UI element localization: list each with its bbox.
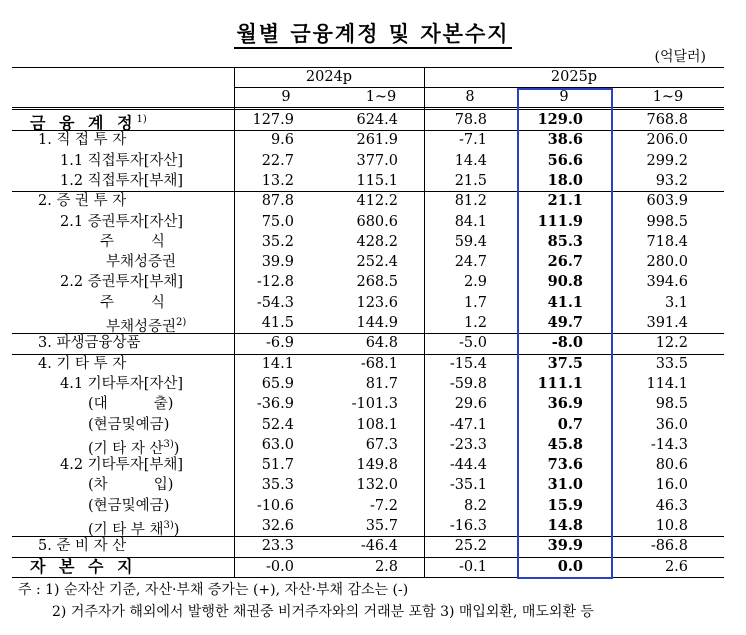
table-rule	[12, 577, 724, 578]
row-label-text: 자 본 수 지	[30, 556, 137, 576]
row-value: 22.7	[261, 152, 294, 169]
row-value: 81.7	[365, 375, 398, 392]
row-value: -16.3	[449, 518, 487, 534]
row-label	[38, 354, 126, 374]
row-value: 108.1	[356, 416, 398, 433]
row-label-text: 부채성증권	[106, 318, 177, 335]
table-col-rule	[424, 67, 425, 577]
header-year-2024: 2024p	[305, 69, 353, 85]
row-value: 206.0	[646, 132, 688, 149]
row-value: 15.9	[547, 496, 583, 514]
row-label-text: 3. 파생금융상품	[38, 335, 141, 352]
row-value: -47.1	[449, 416, 487, 433]
row-value: 3.1	[664, 294, 688, 311]
footnotes	[0, 579, 746, 623]
row-value: 680.6	[356, 213, 398, 230]
row-value: 13.2	[261, 172, 294, 189]
row-value: -23.3	[449, 436, 487, 453]
row-value: 2.8	[374, 558, 398, 575]
row-value: 268.5	[356, 274, 398, 291]
row-label-text: 4. 기 타 투 자	[38, 355, 127, 372]
row-label	[88, 415, 169, 435]
row-value: -0.1	[459, 558, 487, 575]
row-label-text: 1.1 직접투자[자산]	[60, 152, 184, 169]
row-value: 31.0	[547, 476, 583, 494]
row-value: 73.6	[547, 456, 583, 474]
row-value: 21.1	[547, 192, 583, 210]
row-value: 603.9	[646, 193, 688, 210]
row-value: 149.8	[356, 457, 398, 474]
row-label-text: 부채성증권	[106, 254, 177, 271]
footnote-line-2: 2) 거주자가 해외에서 발행한 채권중 비거주자와의 거래분 포함 3) 매입외환, 매도외환 등	[52, 604, 594, 620]
row-value: -36.9	[256, 396, 294, 413]
row-value: 59.4	[454, 233, 487, 250]
row-label	[88, 394, 173, 414]
row-value: 1.2	[463, 315, 487, 331]
row-value: 25.2	[454, 538, 487, 555]
footnote-ref: 3)	[163, 438, 174, 450]
row-value: 2.6	[664, 558, 688, 575]
row-value: 21.5	[454, 172, 487, 189]
row-value: 65.9	[261, 375, 294, 392]
row-value: -14.3	[650, 436, 688, 453]
row-value: 56.6	[547, 151, 583, 169]
row-value: -12.8	[256, 274, 294, 291]
page-title: 월별 금융계정 및 자본수지	[0, 18, 746, 48]
row-value: 129.0	[537, 111, 583, 128]
row-value: 111.9	[537, 212, 583, 230]
row-value: 8.2	[463, 497, 487, 514]
row-label-text: 5. 준 비 자 산	[38, 538, 127, 555]
header-col-0: 9	[281, 89, 291, 105]
row-label	[60, 272, 183, 292]
row-value: 41.5	[261, 315, 294, 331]
row-value: 39.9	[547, 537, 583, 555]
row-label	[88, 496, 169, 516]
row-label-close: )	[173, 440, 180, 457]
row-value: 1.7	[463, 294, 487, 311]
row-label	[30, 557, 137, 577]
row-label	[60, 212, 183, 232]
row-label	[38, 536, 126, 556]
header-col-2: 8	[465, 89, 475, 105]
row-label-text: (차 입)	[88, 477, 174, 494]
row-value: 24.7	[454, 254, 487, 271]
row-value: 85.3	[547, 232, 583, 250]
row-value: 41.1	[547, 293, 583, 311]
row-label-text: 4.2 기타투자[부채]	[60, 457, 184, 474]
row-value: 252.4	[356, 254, 398, 271]
highlight-box-2025-sep	[517, 88, 613, 579]
row-label-text: 4.1 기타투자[자산]	[60, 375, 184, 392]
row-value: 114.1	[646, 375, 688, 392]
row-value: 52.4	[261, 416, 294, 433]
row-value: 49.7	[547, 314, 583, 331]
row-value: -15.4	[449, 355, 487, 372]
row-label	[106, 252, 176, 272]
row-value: 29.6	[454, 396, 487, 413]
row-value: 377.0	[356, 152, 398, 169]
row-value: -8.0	[551, 334, 583, 352]
footnote-ref: 2)	[176, 317, 187, 328]
row-value: 718.4	[646, 233, 688, 250]
row-label-text: 1. 직 접 투 자	[38, 132, 127, 149]
row-value: 9.6	[270, 132, 294, 149]
row-value: -101.3	[351, 396, 398, 413]
row-value: 12.2	[655, 335, 688, 352]
row-value: -35.1	[449, 477, 487, 494]
row-value: -68.1	[360, 355, 398, 372]
row-value: 33.5	[655, 355, 688, 372]
row-value: -10.6	[256, 497, 294, 514]
row-value: 80.6	[655, 457, 688, 474]
row-value: 36.9	[547, 395, 583, 413]
row-value: 37.5	[547, 354, 583, 372]
row-value: 428.2	[356, 233, 398, 250]
row-value: 93.2	[655, 172, 688, 189]
row-value: -0.0	[266, 558, 294, 575]
row-label-text: 2.1 증권투자[자산]	[60, 213, 184, 230]
row-value: 391.4	[646, 315, 688, 331]
row-label-close: )	[173, 521, 180, 538]
row-label	[88, 475, 173, 495]
row-label-text: (현금및예금)	[88, 416, 170, 433]
table-rule	[12, 107, 724, 108]
row-label	[38, 130, 126, 150]
row-label-text: 주 식	[100, 233, 165, 250]
row-value: 18.0	[547, 171, 583, 189]
row-value: 67.3	[365, 436, 398, 453]
row-value: 51.7	[261, 457, 294, 474]
row-label	[60, 171, 183, 191]
row-value: 2.9	[463, 274, 487, 291]
row-value: 23.3	[261, 538, 294, 555]
row-value: 46.3	[655, 497, 688, 514]
row-value: -6.9	[266, 335, 294, 352]
row-value: 14.8	[547, 517, 583, 534]
row-value: -54.3	[256, 294, 294, 311]
footnote-ref: 3)	[163, 520, 174, 531]
header-col-4: 1~9	[652, 89, 684, 105]
row-value: -7.2	[370, 497, 398, 514]
row-value: 16.0	[655, 477, 688, 494]
table-col-rule	[234, 67, 235, 577]
row-label	[60, 455, 183, 475]
row-value: 78.8	[454, 112, 487, 128]
row-label-text: (현금및예금)	[88, 497, 170, 514]
row-value: 412.2	[356, 193, 398, 210]
row-value: 32.6	[261, 518, 294, 534]
row-label	[100, 293, 165, 313]
row-value: 45.8	[547, 435, 583, 453]
row-value: 35.2	[261, 233, 294, 250]
row-label-text: (기 타 부 채	[88, 521, 164, 538]
row-value: 35.7	[365, 518, 398, 534]
row-value: 90.8	[547, 273, 583, 291]
row-value: -86.8	[650, 538, 688, 555]
row-value: 127.9	[252, 112, 294, 128]
row-label-text: 금 융 계 정	[30, 113, 137, 133]
row-label-text: 2. 증 권 투 자	[38, 193, 127, 210]
row-value: 299.2	[646, 152, 688, 169]
row-value: 768.8	[646, 112, 688, 128]
row-value: 280.0	[646, 254, 688, 271]
row-value: 0.7	[557, 415, 583, 433]
row-value: -59.8	[449, 375, 487, 392]
row-value: 144.9	[356, 315, 398, 331]
row-value: 111.1	[537, 374, 583, 392]
row-value: 394.6	[646, 274, 688, 291]
row-value: 0.0	[557, 557, 583, 575]
row-value: 64.8	[365, 335, 398, 352]
row-label-text: 주 식	[100, 294, 165, 311]
row-label-text: 1.2 직접투자[부채]	[60, 172, 184, 189]
row-label-text: 2.2 증권투자[부채]	[60, 274, 184, 291]
row-value: 132.0	[356, 477, 398, 494]
row-value: 35.3	[261, 477, 294, 494]
row-value: -5.0	[459, 335, 487, 352]
row-value: -46.4	[360, 538, 398, 555]
row-label	[100, 232, 165, 252]
row-value: 36.0	[655, 416, 688, 433]
row-label	[60, 151, 183, 171]
row-value: 261.9	[356, 132, 398, 149]
row-value: -7.1	[459, 132, 487, 149]
row-value: 26.7	[547, 253, 583, 271]
row-value: 123.6	[356, 294, 398, 311]
header-col-3: 9	[559, 89, 569, 105]
row-value: 87.8	[261, 193, 294, 210]
row-value: 14.4	[454, 152, 487, 169]
row-value: 38.6	[547, 131, 583, 149]
row-value: 10.8	[655, 518, 688, 534]
row-label	[38, 333, 141, 353]
row-value: 63.0	[261, 436, 294, 453]
header-year-2025: 2025p	[550, 69, 598, 85]
row-value: 81.2	[454, 193, 487, 210]
header-col-1: 1~9	[365, 89, 397, 105]
row-value: -44.4	[449, 457, 487, 474]
row-value: 98.5	[655, 396, 688, 413]
row-value: 14.1	[261, 355, 294, 372]
row-label	[38, 191, 126, 211]
row-value: 998.5	[646, 213, 688, 230]
footnote-ref: 1)	[136, 114, 147, 125]
row-label-text: (기 타 자 산	[88, 440, 164, 457]
footnote-line-1: 주 : 1) 순자산 기준, 자산·부채 증가는 (+), 자산·부채 감소는 (-)	[18, 582, 409, 598]
row-label-text: (대 출)	[88, 396, 174, 413]
row-value: 84.1	[454, 213, 487, 230]
row-value: 624.4	[356, 112, 398, 128]
unit-label: (억달러)	[654, 49, 706, 65]
row-label	[60, 374, 183, 394]
row-value: 39.9	[261, 254, 294, 271]
row-value: 115.1	[356, 172, 398, 189]
row-value: 75.0	[261, 213, 294, 230]
